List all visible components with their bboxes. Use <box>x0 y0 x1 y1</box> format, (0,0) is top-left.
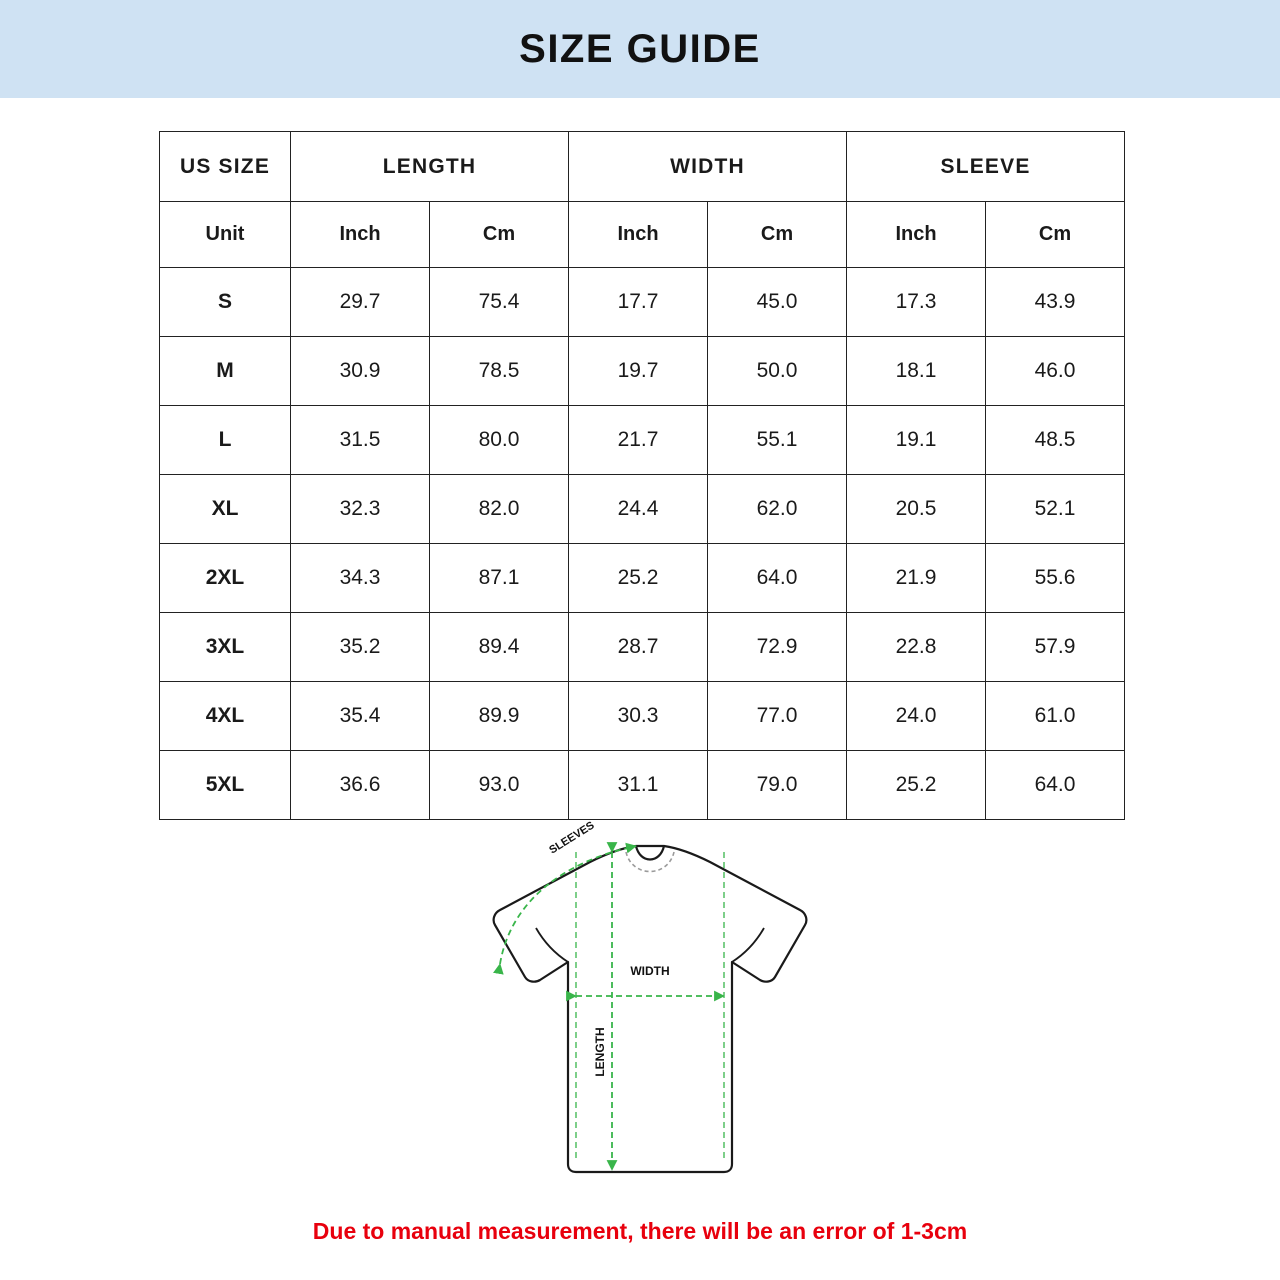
cell-size: M <box>160 337 291 406</box>
cell-length-cm: 75.4 <box>430 268 569 337</box>
size-table <box>159 131 1125 820</box>
table-row <box>160 337 1125 406</box>
cell-sleeve-inch: 25.2 <box>847 751 986 820</box>
sleeves-label: SLEEVES <box>547 819 597 857</box>
cell-sleeve-cm: 64.0 <box>986 751 1125 820</box>
table-row <box>160 406 1125 475</box>
unit-sleeve-inch: Inch <box>847 202 986 268</box>
cell-sleeve-inch: 22.8 <box>847 613 986 682</box>
cell-length-inch: 32.3 <box>291 475 430 544</box>
header-length: LENGTH <box>291 132 569 202</box>
size-table-container <box>159 131 1121 820</box>
cell-width-inch: 24.4 <box>569 475 708 544</box>
cell-width-inch: 30.3 <box>569 682 708 751</box>
cell-sleeve-cm: 48.5 <box>986 406 1125 475</box>
cell-sleeve-cm: 61.0 <box>986 682 1125 751</box>
cell-sleeve-cm: 52.1 <box>986 475 1125 544</box>
header-sleeve: SLEEVE <box>847 132 1125 202</box>
cell-sleeve-inch: 24.0 <box>847 682 986 751</box>
cell-sleeve-inch: 17.3 <box>847 268 986 337</box>
cell-length-inch: 35.2 <box>291 613 430 682</box>
header-us-size: US SIZE <box>160 132 291 202</box>
cell-size: S <box>160 268 291 337</box>
cell-sleeve-inch: 19.1 <box>847 406 986 475</box>
cell-size: L <box>160 406 291 475</box>
header-width: WIDTH <box>569 132 847 202</box>
cell-width-inch: 19.7 <box>569 337 708 406</box>
cell-length-cm: 93.0 <box>430 751 569 820</box>
cell-length-inch: 34.3 <box>291 544 430 613</box>
unit-length-inch: Inch <box>291 202 430 268</box>
cell-width-cm: 55.1 <box>708 406 847 475</box>
cell-length-inch: 29.7 <box>291 268 430 337</box>
cell-sleeve-inch: 18.1 <box>847 337 986 406</box>
cell-length-cm: 87.1 <box>430 544 569 613</box>
cell-sleeve-cm: 43.9 <box>986 268 1125 337</box>
cell-length-cm: 80.0 <box>430 406 569 475</box>
table-row <box>160 544 1125 613</box>
length-label: LENGTH <box>593 1027 607 1077</box>
cell-size: 4XL <box>160 682 291 751</box>
cell-size: 3XL <box>160 613 291 682</box>
cell-sleeve-inch: 20.5 <box>847 475 986 544</box>
cell-size: XL <box>160 475 291 544</box>
tshirt-outline-shape <box>494 846 807 1172</box>
page-title: SIZE GUIDE <box>519 26 761 71</box>
cell-width-inch: 25.2 <box>569 544 708 613</box>
cell-width-inch: 21.7 <box>569 406 708 475</box>
cell-width-cm: 62.0 <box>708 475 847 544</box>
cell-length-cm: 89.9 <box>430 682 569 751</box>
cell-length-cm: 89.4 <box>430 613 569 682</box>
measurement-disclaimer: Due to manual measurement, there will be an error of 1-3cm <box>312 1218 968 1244</box>
cell-width-inch: 31.1 <box>569 751 708 820</box>
cell-sleeve-cm: 55.6 <box>986 544 1125 613</box>
cell-length-cm: 78.5 <box>430 337 569 406</box>
header-band <box>0 0 1280 98</box>
cell-width-cm: 50.0 <box>708 337 847 406</box>
cell-length-cm: 82.0 <box>430 475 569 544</box>
unit-sleeve-cm: Cm <box>986 202 1125 268</box>
cell-width-cm: 79.0 <box>708 751 847 820</box>
tshirt-measurement-diagram <box>440 812 860 1202</box>
unit-label: Unit <box>160 202 291 268</box>
cell-sleeve-cm: 57.9 <box>986 613 1125 682</box>
table-row <box>160 268 1125 337</box>
cell-length-inch: 35.4 <box>291 682 430 751</box>
cell-sleeve-cm: 46.0 <box>986 337 1125 406</box>
table-unit-row <box>160 202 1125 268</box>
table-row <box>160 613 1125 682</box>
cell-width-cm: 45.0 <box>708 268 847 337</box>
unit-width-cm: Cm <box>708 202 847 268</box>
table-row <box>160 682 1125 751</box>
cell-length-inch: 36.6 <box>291 751 430 820</box>
table-group-header-row <box>160 132 1125 202</box>
cell-length-inch: 31.5 <box>291 406 430 475</box>
cell-width-inch: 28.7 <box>569 613 708 682</box>
cell-size: 2XL <box>160 544 291 613</box>
cell-width-inch: 17.7 <box>569 268 708 337</box>
cell-width-cm: 77.0 <box>708 682 847 751</box>
cell-width-cm: 64.0 <box>708 544 847 613</box>
cell-width-cm: 72.9 <box>708 613 847 682</box>
table-row <box>160 475 1125 544</box>
cell-size: 5XL <box>160 751 291 820</box>
unit-width-inch: Inch <box>569 202 708 268</box>
cell-sleeve-inch: 21.9 <box>847 544 986 613</box>
width-label: WIDTH <box>630 964 670 978</box>
cell-length-inch: 30.9 <box>291 337 430 406</box>
table-row <box>160 751 1125 820</box>
unit-length-cm: Cm <box>430 202 569 268</box>
